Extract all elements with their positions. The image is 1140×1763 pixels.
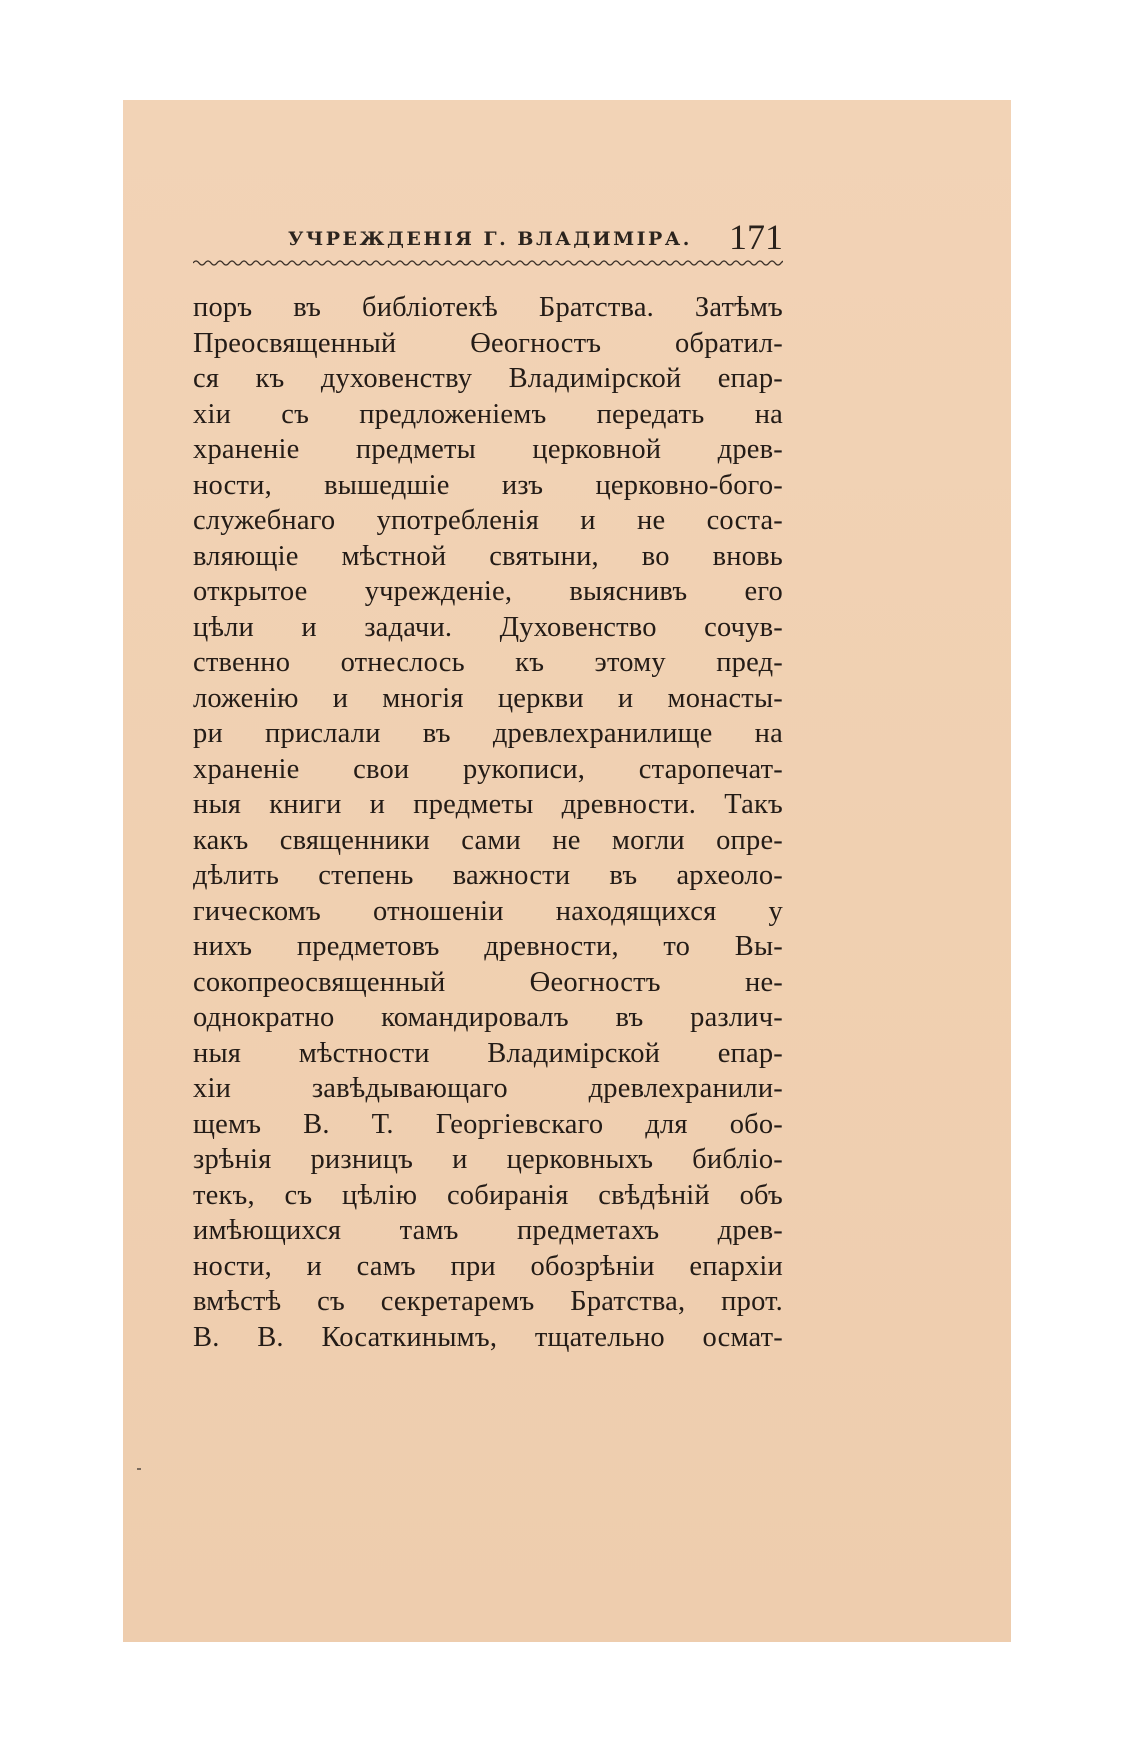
text-line: храненіе предметы церковной древ- <box>193 434 783 465</box>
running-title: УЧРЕЖДЕНІЯ Г. ВЛАДИМІРА. <box>288 228 692 250</box>
page-header <box>193 218 783 268</box>
text-line: имѣющихся тамъ предметахъ древ- <box>193 1215 783 1246</box>
text-line: ности, и самъ при обозрѣніи епархіи <box>193 1250 783 1282</box>
text-line: ложенію и многія церкви и монасты- <box>193 682 783 714</box>
text-line: вмѣстѣ съ секретаремъ Братства, прот. <box>193 1286 783 1317</box>
text-line: гическомъ отношеніи находящихся у <box>193 895 783 927</box>
text-line: вляющіе мѣстной святыни, во вновь <box>193 540 783 572</box>
text-line: служебнаго употребленія и не соста- <box>193 505 783 536</box>
text-line: дѣлить степень важности въ археоло- <box>193 860 783 891</box>
wavy-rule-ornament <box>193 258 783 268</box>
text-line: однократно командировалъ въ различ- <box>193 1002 783 1033</box>
text-line: Преосвященный Өеогностъ обратил- <box>193 327 783 359</box>
text-line: поръ въ библіотекѣ Братства. Затѣмъ <box>193 292 783 323</box>
text-line: какъ священники сами не могли опре- <box>193 824 783 856</box>
text-line: ныя мѣстности Владимірской епар- <box>193 1037 783 1069</box>
text-line: хіи завѣдывающаго древлехранили- <box>193 1073 783 1104</box>
text-line: ственно отнеслось къ этому пред- <box>193 647 783 678</box>
text-line: текъ, съ цѣлію собиранія свѣдѣній объ <box>193 1179 783 1211</box>
text-line: храненіе свои рукописи, старопечат- <box>193 753 783 785</box>
text-line: открытое учрежденіе, выяснивъ его <box>193 576 783 607</box>
page-number: 171 <box>729 217 783 257</box>
text-line: щемъ В. Т. Георгіевскаго для обо- <box>193 1108 783 1140</box>
text-line: В. В. Косаткинымъ, тщательно осмат- <box>193 1321 783 1353</box>
text-line: хіи съ предложеніемъ передать на <box>193 398 783 430</box>
text-line: нихъ предметовъ древности, то Вы- <box>193 931 783 962</box>
paper-speck <box>137 1468 141 1470</box>
book-page <box>123 100 1011 1642</box>
text-line: ности, вышедшіе изъ церковно-бого- <box>193 469 783 501</box>
text-line: зрѣнія ризницъ и церковныхъ библіо- <box>193 1144 783 1175</box>
text-line: ся къ духовенству Владимірской епар- <box>193 363 783 394</box>
text-line: цѣли и задачи. Духовенство сочув- <box>193 611 783 643</box>
text-line: ныя книги и предметы древности. Такъ <box>193 789 783 820</box>
text-line: сокопреосвященный Өеогностъ не- <box>193 966 783 998</box>
text-line: ри прислали въ древлехранилище на <box>193 718 783 749</box>
body-text <box>193 290 783 1355</box>
